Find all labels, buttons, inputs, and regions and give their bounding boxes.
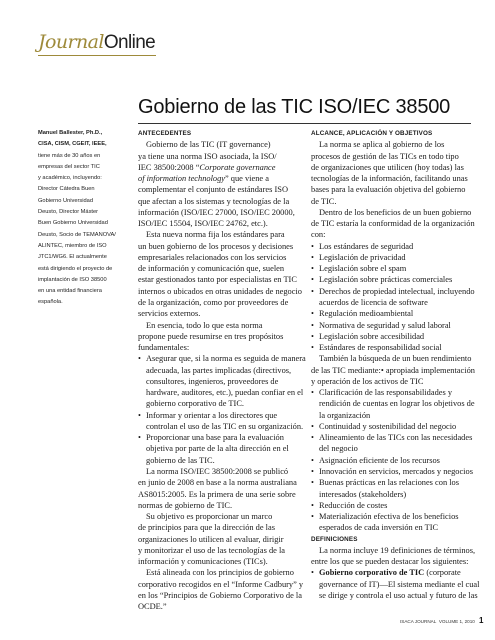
text-line: de organizaciones que utilicen (hoy todas) las — [311, 162, 464, 172]
text-line: rendición de cuentas en lograr los objetivos de — [319, 399, 475, 409]
text-line: empresariales relacionados con los servicios — [138, 252, 287, 262]
text-line: española. — [38, 299, 63, 306]
text-line: información y comunicaciones (TICs). — [138, 557, 268, 567]
text-line: Manuel Ballester, Ph.D., — [38, 130, 103, 136]
text-line: • Normativa de seguridad y salud laboral — [311, 320, 476, 331]
text-line: con: — [311, 230, 326, 240]
text-line: esperados de cada inversión en TIC — [319, 523, 439, 533]
bold-term: Gobierno corporativo de TIC — [319, 568, 425, 578]
text-line: • Estándares de responsabilidad social — [311, 342, 476, 353]
text-line: • Legislación sobre prácticas comerciales — [311, 274, 476, 285]
text-line: JTC1/WG6. El actualmente — [38, 254, 107, 261]
text-line: • Regulación medioambiental — [311, 308, 476, 319]
text-line: hardware, auditores, etc.), puedan confiar en el — [146, 388, 304, 398]
text-line — [138, 162, 303, 173]
text-line — [311, 567, 476, 578]
text-line: está dirigiendo el proyecto de — [38, 265, 113, 272]
text-line: ALINTEC, miembro de ISO — [38, 242, 107, 249]
text-line: información (ISO/IEC 27000, ISO/IEC 20000, — [138, 207, 295, 217]
italic-run: of information technology — [138, 174, 225, 184]
text-line: Buen Gobierno Universidad — [38, 220, 108, 227]
text-line: • Proporcionar una base para la evaluación — [138, 432, 303, 443]
text-line: • Legislación de privacidad — [311, 252, 476, 263]
text-line: objetiva por parte de la alta dirección en el — [146, 444, 289, 454]
text-line: consultores, ingenieros, proveedores de — [146, 376, 279, 386]
text-line: • Legislación sobre el spam — [311, 263, 476, 274]
text-line: También la búsqueda de un buen rendimiento — [319, 354, 472, 364]
text-line: • Informar y orientar a los directores que — [138, 410, 303, 421]
text-line: Está alineada con los principios de gobierno — [146, 568, 294, 578]
text-line: • Asignación eficiente de los recursos — [311, 455, 476, 466]
text-line: estar gestionados tanto por especialistas en TIC — [138, 275, 297, 285]
text-line: en los “Principios de Gobierno Corporativo de la — [138, 590, 302, 600]
text-line — [138, 173, 303, 184]
text-line: tiene más de 30 años en — [38, 152, 101, 159]
text-line: fundamentales: — [138, 343, 190, 353]
text-line: gobierno de las TIC. — [146, 455, 215, 465]
text-line: procesos de gestión de las TICs en todo tipo — [311, 151, 459, 161]
text-line: internos o ubicados en otras unidades de negocio — [138, 286, 302, 296]
section-heading: ANTECEDENTES — [138, 130, 192, 137]
text-line: Deusto, Director Máster — [38, 209, 99, 216]
article-column-right — [311, 128, 480, 601]
text-line: • Clarificación de las responsabilidades y — [311, 387, 476, 398]
text-line: • Buenas prácticas en las relaciones con los — [311, 477, 476, 488]
text-run: IEC 38500:2008 “ — [138, 162, 200, 172]
page-number: 1 — [479, 616, 484, 625]
text-line: La norma se aplica al gobierno de los — [319, 140, 445, 150]
text-line: de TIC. — [311, 196, 337, 206]
text-line: ISO/IEC 15504, ISO/IEC 24762, etc.). — [138, 219, 268, 229]
text-line: controlan el uso de las TIC en su organización. — [146, 421, 304, 431]
text-line: Dentro de los beneficios de un buen gobierno — [319, 207, 472, 217]
text-line: un buen gobierno de los procesos y decisiones — [138, 241, 294, 251]
text-line: • Continuidad y sostenibilidad del negocio — [311, 421, 476, 432]
text-line: La norma incluye 19 definiciones de términos, — [319, 545, 476, 555]
text-line: implantación de ISO 38500 — [38, 276, 107, 283]
text-line: OCDE.” — [138, 602, 167, 612]
text-line: propone puede resumirse en tres propósitos — [138, 331, 284, 341]
page-footer — [400, 616, 484, 629]
text-line: • Asegurar que, si la norma es seguida de manera — [138, 353, 303, 364]
text-line: governance of IT)—El sistema mediante el cual — [319, 579, 480, 589]
text-line: complementar el conjunto de estándares ISO — [138, 185, 289, 195]
text-line: interesados (stakeholders) — [319, 489, 407, 499]
footer-volume: VOLUME 1, 2010 — [438, 619, 475, 624]
text-line: AS8015:2005. Es la primera de una serie sobre — [138, 489, 296, 499]
text-line: acuerdos de licencia de software — [319, 297, 428, 307]
text-line: entre los que se pueden destacar los siguientes: — [311, 557, 469, 567]
text-line: servicios externos. — [138, 309, 201, 319]
italic-run: Corporate governance — [199, 162, 276, 172]
text-line: Su objetivo es proporcionar un marco — [146, 512, 273, 522]
section-heading: ALCANCE, APLICACIÓN Y OBJETIVOS — [311, 130, 433, 137]
text-line: de información y comunicación que, suelen — [138, 264, 285, 274]
text-line: • Derechos de propiedad intelectual, incluyendo — [311, 286, 476, 297]
text-line: la organización — [319, 410, 371, 420]
text-run: (corporate — [424, 568, 461, 578]
logo-online-word: Online — [103, 32, 156, 53]
text-line: Gobierno de las TIC (IT governance) — [146, 140, 271, 150]
text-line: de las TIC mediante:• apropiada implementación — [311, 365, 475, 375]
text-line: • Materialización efectiva de los beneficios — [311, 511, 476, 522]
text-line: CISA, CISM, CGEIT, IEEE, — [38, 141, 107, 148]
text-line: • Alineamiento de las TICs con las necesidades — [311, 432, 476, 443]
text-line: organizaciones lo utilicen al evaluar, dirigir — [138, 534, 284, 544]
text-line: de principios para que la dirección de las — [138, 523, 275, 533]
text-line: tecnologías de la información, facilitando unas — [311, 174, 468, 184]
text-line: de la organización, como por proveedores de — [138, 297, 289, 307]
text-line: Deusto, Socio de TEMANOVA/ — [38, 231, 116, 238]
text-line: ya tiene una norma ISO asociada, la ISO/ — [138, 151, 277, 161]
text-line: • Legislación sobre accesibilidad — [311, 331, 476, 342]
section-heading: DEFINICIONES — [311, 535, 358, 543]
text-line: normas de gobierno de TIC. — [138, 500, 233, 510]
text-line: de TIC estaría la conformidad de la organización — [311, 219, 475, 229]
text-line: del negocio — [319, 444, 358, 454]
logo-journal-word: Journal — [38, 31, 104, 53]
text-line: gobierno corporativo de TIC. — [146, 399, 244, 409]
author-bio — [38, 128, 134, 309]
article-title: Gobierno de las TIC ISO/IEC 38500 — [138, 96, 451, 118]
text-line: • Reducción de costes — [311, 500, 476, 511]
text-line: empresas del sector TIC — [38, 163, 100, 170]
text-line: en junio de 2008 en base a la norma australiana — [138, 478, 297, 488]
text-line: • Los estándares de seguridad — [311, 241, 476, 252]
journal-online-logo — [38, 31, 156, 55]
text-line: que afectan a los sistemas y tecnologías de la — [138, 196, 290, 206]
text-line: y operación de los activos de TIC — [311, 376, 424, 386]
text-line: y académico, incluyendo: — [38, 175, 102, 182]
text-line: En esencia, todo lo que esta norma — [146, 320, 263, 330]
text-line: La norma ISO/IEC 38500:2008 se publicó — [146, 466, 289, 476]
text-line: corporativo recogidos en el “Informe Cadbury” y — [138, 579, 304, 589]
text-line: adecuada, las partes implicadas (directivos, — [146, 365, 292, 375]
text-line: se dirige y controla el uso actual y futuro de las — [319, 590, 478, 600]
footer-journal: ISACA JOURNAL — [400, 619, 437, 624]
text-line: Esta nueva norma fija los estándares para — [146, 230, 285, 240]
text-line: y monitorizar el uso de las tecnologías de la — [138, 545, 285, 555]
title-divider — [138, 123, 471, 124]
text-line: Director Cátedra Buen — [38, 186, 95, 193]
text-run: ” que viene a — [225, 174, 269, 184]
header-divider — [38, 55, 156, 56]
text-line: bases para la evaluación objetiva del gobierno — [311, 185, 466, 195]
text-line: Gobierno Universidad — [38, 197, 94, 204]
text-line: • Innovación en servicios, mercados y negocios — [311, 466, 476, 477]
text-line: en una entidad financiera — [38, 288, 102, 295]
article-column-left — [138, 128, 306, 612]
